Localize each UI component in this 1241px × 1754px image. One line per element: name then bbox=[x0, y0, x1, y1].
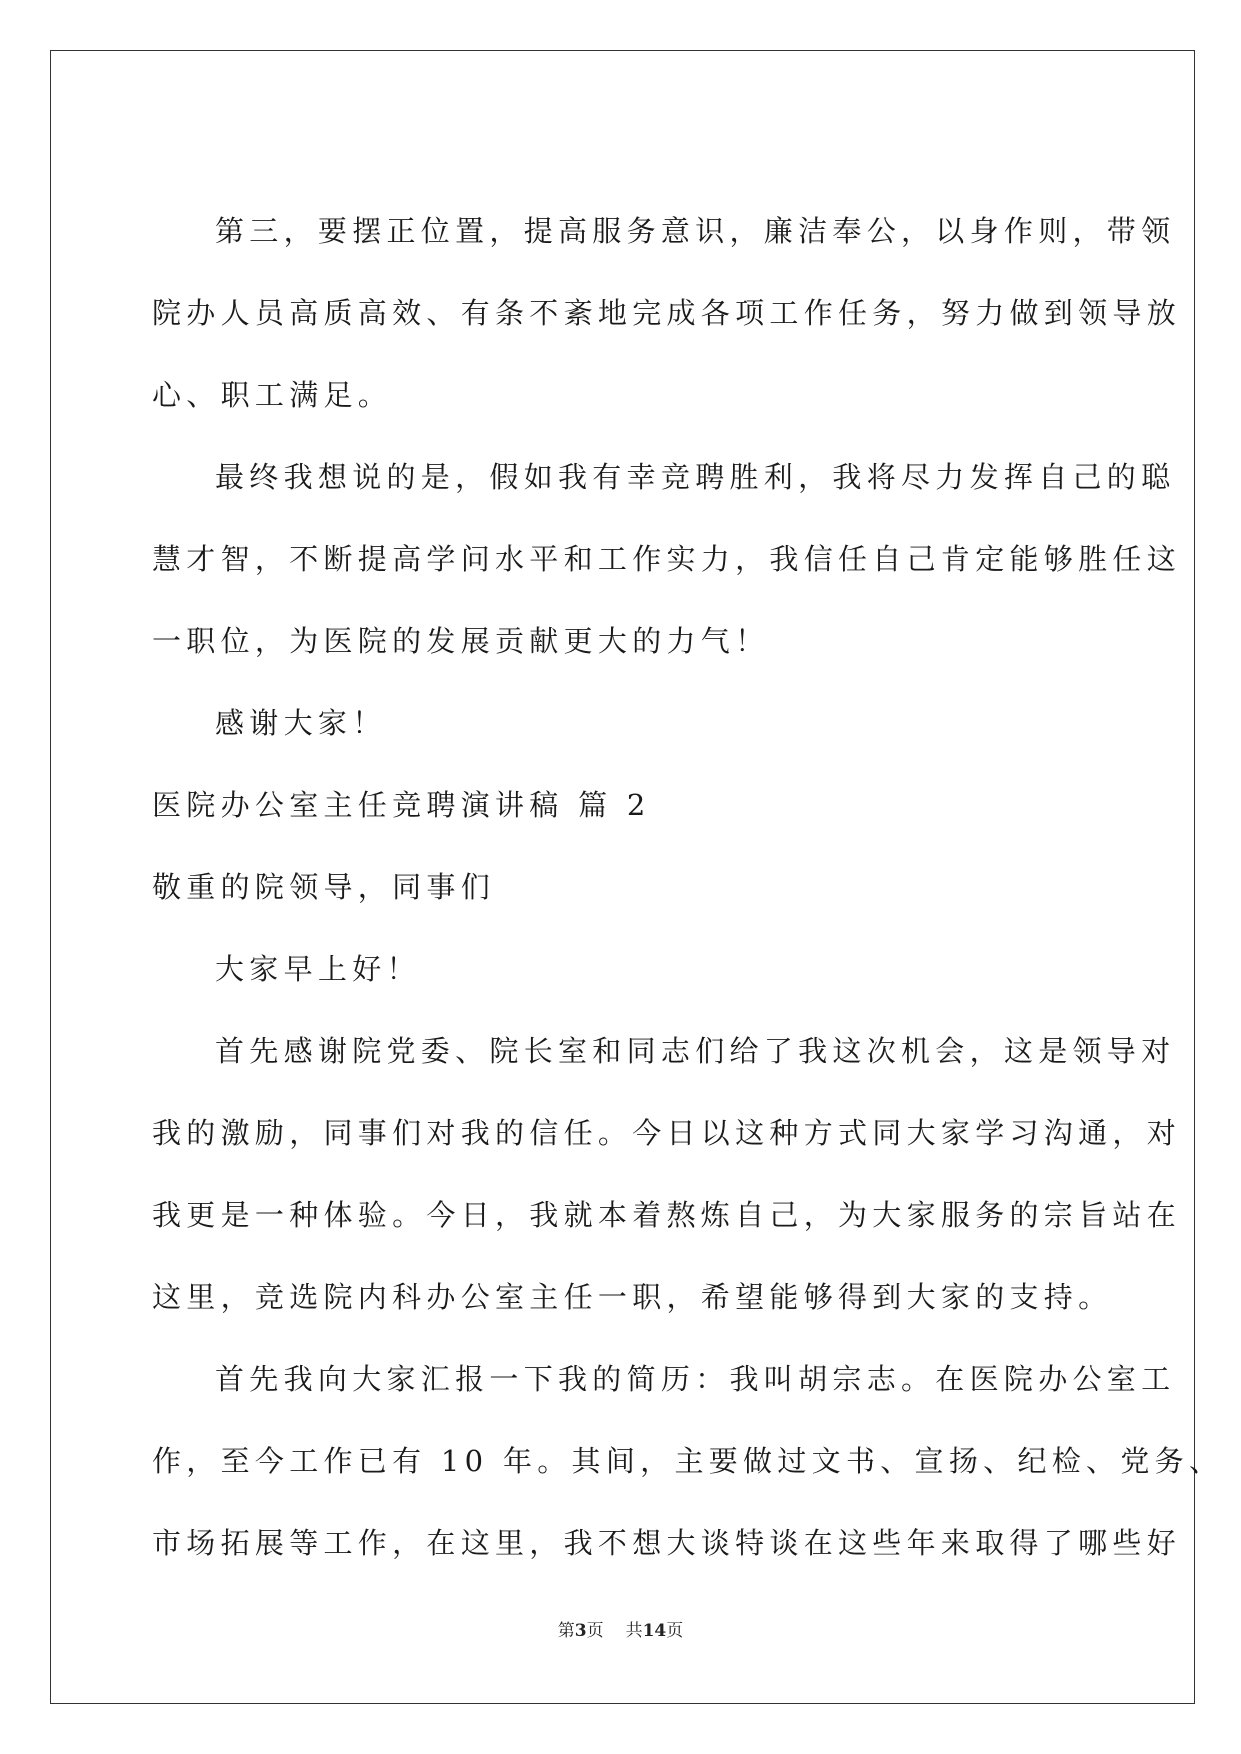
footer-page-suffix: 页 bbox=[586, 1621, 604, 1641]
text-line: 院办人员高质高效、有条不紊地完成各项工作任务，努力做到领导放 bbox=[152, 296, 1182, 330]
text-line: 感谢大家！ bbox=[215, 706, 387, 740]
text-line: 我的激励，同事们对我的信任。今日以这种方式同大家学习沟通，对 bbox=[152, 1116, 1182, 1150]
text-line: 第三，要摆正位置，提高服务意识，廉洁奉公，以身作则，带领 bbox=[215, 214, 1176, 248]
text-line: 这里，竞选院内科办公室主任一职，希望能够得到大家的支持。 bbox=[152, 1280, 1113, 1314]
page-footer bbox=[0, 1616, 1241, 1641]
text-line: 心、职工满足。 bbox=[152, 378, 393, 412]
footer-total-pages: 14 bbox=[642, 1621, 667, 1641]
text-line: 市场拓展等工作，在这里，我不想大谈特谈在这些年来取得了哪些好 bbox=[152, 1526, 1182, 1560]
text-line: 最终我想说的是，假如我有幸竞聘胜利，我将尽力发挥自己的聪 bbox=[215, 460, 1176, 494]
text-line: 一职位，为医院的发展贡献更大的力气！ bbox=[152, 624, 770, 658]
text-line: 敬重的院领导，同事们 bbox=[152, 870, 496, 904]
footer-total-suffix: 页 bbox=[666, 1621, 684, 1641]
text-line: 首先我向大家汇报一下我的简历：我叫胡宗志。在医院办公室工 bbox=[215, 1362, 1176, 1396]
text-line: 医院办公室主任竞聘演讲稿 篇 2 bbox=[152, 788, 651, 822]
text-line: 大家早上好！ bbox=[215, 952, 421, 986]
text-line: 首先感谢院党委、院长室和同志们给了我这次机会，这是领导对 bbox=[215, 1034, 1176, 1068]
text-line: 作，至今工作已有 10 年。其间，主要做过文书、宣扬、纪检、党务、 bbox=[152, 1444, 1224, 1478]
footer-page-number: 3 bbox=[574, 1621, 587, 1641]
text-line: 我更是一种体验。今日，我就本着熬炼自己，为大家服务的宗旨站在 bbox=[152, 1198, 1182, 1232]
document-body bbox=[152, 190, 1224, 1584]
text-line: 慧才智，不断提高学问水平和工作实力，我信任自己肯定能够胜任这 bbox=[152, 542, 1182, 576]
footer-page-prefix: 第 bbox=[557, 1621, 575, 1641]
footer-total-prefix: 共 bbox=[625, 1621, 643, 1641]
